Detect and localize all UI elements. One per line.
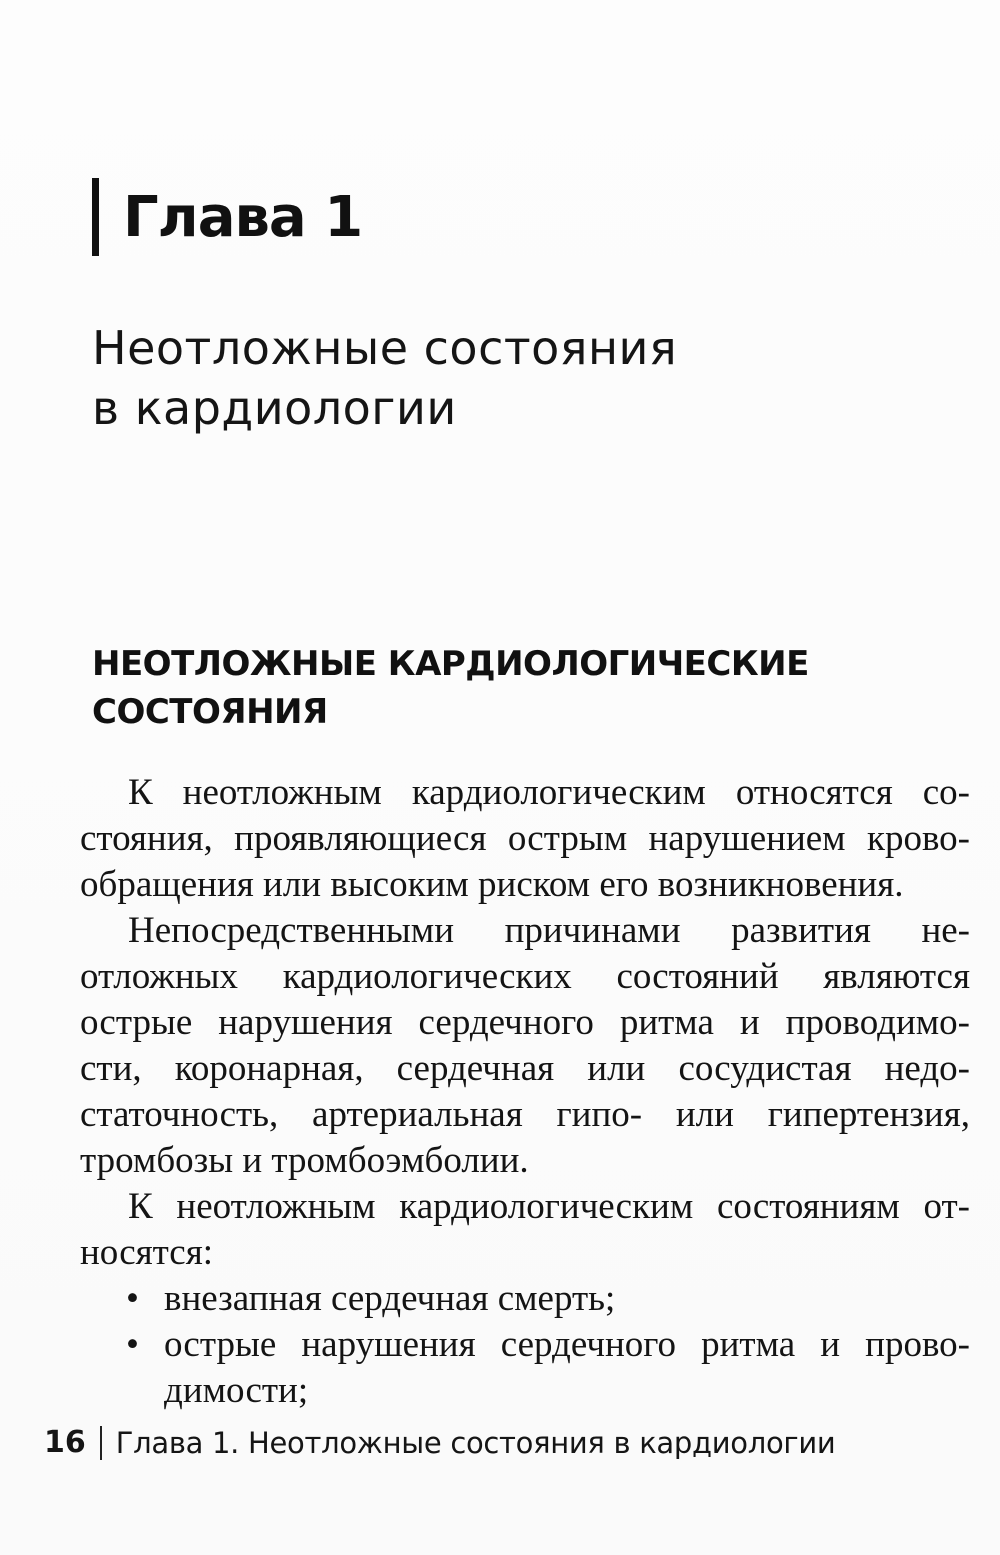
paragraph xyxy=(80,908,970,1184)
text-line: К неотложным кардиологическим относятся со- xyxy=(128,772,970,813)
paragraph xyxy=(80,770,970,908)
bullet-list xyxy=(80,1276,970,1414)
paragraph xyxy=(80,1184,970,1276)
text-line: статочность, артериальная гипо- или гипертензия, xyxy=(80,1094,970,1135)
text-line: отложных кардиологических состояний являются xyxy=(80,956,970,997)
chapter-label: Глава 1 xyxy=(123,184,363,250)
list-item xyxy=(80,1322,970,1368)
section-heading xyxy=(92,640,912,736)
text-line: тромбозы и тромбоэмболии. xyxy=(80,1140,529,1181)
chapter-title-line: Неотложные состояния xyxy=(92,321,678,375)
section-heading-line: СОСТОЯНИЯ xyxy=(92,692,328,732)
chapter-title-line: в кардиологии xyxy=(92,381,457,435)
bullet-icon: • xyxy=(126,1324,139,1365)
list-item-continuation: димости; xyxy=(164,1370,309,1411)
text-line: К неотложным кардиологическим состояниям от- xyxy=(128,1186,970,1227)
page-number: 16 xyxy=(44,1425,86,1460)
chapter-title xyxy=(92,318,852,438)
footer-divider xyxy=(100,1426,102,1460)
text-line: Непосредственными причинами развития не- xyxy=(128,910,970,951)
list-item-text: внезапная сердечная смерть; xyxy=(164,1278,616,1319)
chapter-bar-mark xyxy=(92,178,99,256)
text-line: острые нарушения сердечного ритма и проводимо- xyxy=(80,1002,970,1043)
section-heading-line: НЕОТЛОЖНЫЕ КАРДИОЛОГИЧЕСКИЕ xyxy=(92,644,809,684)
running-head: Глава 1. Неотложные состояния в кардиологии xyxy=(115,1425,836,1460)
text-line: стояния, проявляющиеся острым нарушением крово- xyxy=(80,818,970,859)
text-line: носятся: xyxy=(80,1232,214,1273)
page-footer xyxy=(44,1425,835,1460)
chapter-header xyxy=(92,178,362,256)
list-item xyxy=(80,1276,970,1322)
body-text xyxy=(80,770,970,1414)
list-item-text: острые нарушения сердечного ритма и прово- xyxy=(164,1324,970,1365)
bullet-icon: • xyxy=(126,1278,139,1319)
text-line: сти, коронарная, сердечная или сосудистая недо- xyxy=(80,1048,970,1089)
text-line: обращения или высоким риском его возникновения. xyxy=(80,864,904,905)
